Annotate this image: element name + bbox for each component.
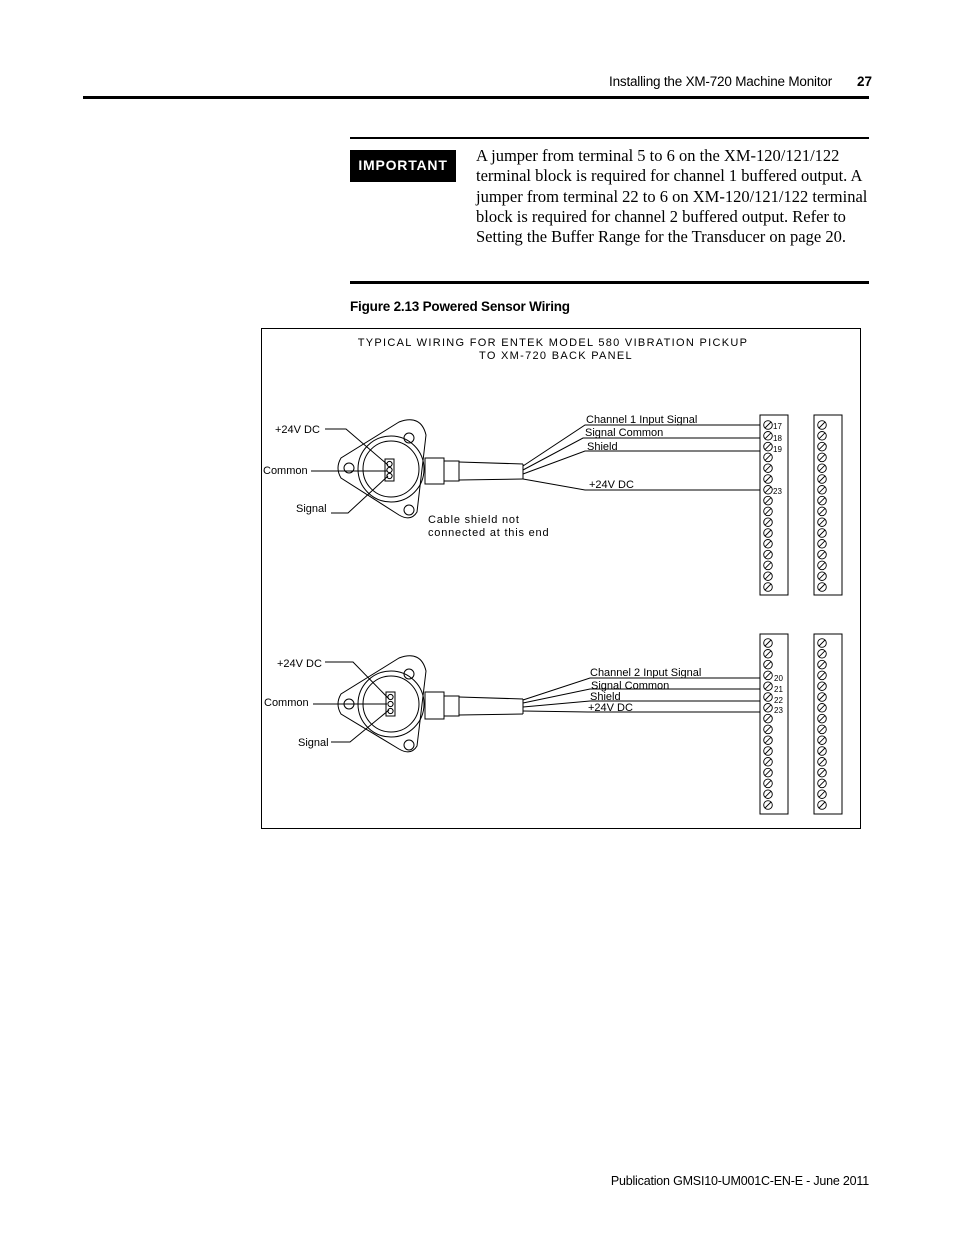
ch1-wire-input-signal: Channel 1 Input Signal bbox=[586, 414, 698, 426]
page-number: 27 bbox=[856, 74, 872, 89]
important-badge: IMPORTANT bbox=[350, 150, 456, 182]
diagram-title-line2: TO XM-720 BACK PANEL bbox=[479, 350, 633, 362]
diagram-title-line1: TYPICAL WIRING FOR ENTEK MODEL 580 VIBRATION PICKUP bbox=[357, 337, 749, 349]
wiring-diagram bbox=[261, 328, 861, 829]
running-header-title: Installing the XM-720 Machine Monitor bbox=[609, 74, 832, 89]
ch2-terminal-22: 22 bbox=[774, 696, 783, 705]
ch1-terminal-19: 19 bbox=[773, 445, 782, 454]
ch1-terminal-17: 17 bbox=[773, 422, 782, 431]
ch2-wire-signal-common: Signal Common bbox=[591, 680, 670, 692]
important-bottom-rule bbox=[350, 281, 869, 284]
terminal-strip-2a bbox=[760, 634, 788, 814]
header-rule bbox=[83, 96, 869, 99]
ch2-wire-plus24: +24V DC bbox=[588, 702, 633, 714]
ch1-wire-plus24: +24V DC bbox=[589, 479, 634, 491]
important-text: A jumper from terminal 5 to 6 on the XM-120/121/122 terminal block is required for channel 1 buffered output. A jumper from terminal 22 to 6 on XM-120/121/122 terminal block is required for channel 2 buffered output. Refer to Setting the Buffer Range for the Transducer on page 20. bbox=[476, 146, 868, 247]
ch1-terminal-23: 23 bbox=[773, 487, 782, 496]
important-top-rule bbox=[350, 137, 869, 139]
ch1-wire-shield: Shield bbox=[587, 441, 618, 453]
sensor-1-common-label: Common bbox=[263, 465, 308, 477]
ch1-terminal-18: 18 bbox=[773, 434, 782, 443]
cable-note-line1: Cable shield not bbox=[428, 514, 520, 526]
ch2-terminal-23: 23 bbox=[774, 706, 783, 715]
sensor-1-plus24-label: +24V DC bbox=[275, 424, 320, 436]
sensor-1-signal-label: Signal bbox=[296, 503, 327, 515]
ch2-terminal-21: 21 bbox=[774, 685, 783, 694]
sensor-2-signal-label: Signal bbox=[298, 737, 329, 749]
sensor-2-common-label: Common bbox=[264, 697, 309, 709]
ch2-wire-shield: Shield bbox=[590, 691, 621, 703]
cable-note-line2: connected at this end bbox=[428, 527, 550, 539]
ch2-wire-input-signal: Channel 2 Input Signal bbox=[590, 667, 702, 679]
ch2-terminal-20: 20 bbox=[774, 674, 783, 683]
sensor-2-plus24-label: +24V DC bbox=[277, 658, 322, 670]
figure-caption: Figure 2.13 Powered Sensor Wiring bbox=[350, 299, 570, 314]
terminal-strip-2b bbox=[814, 634, 842, 814]
footer-publication: Publication GMSI10-UM001C-EN-E - June 2011 bbox=[610, 1174, 869, 1188]
ch1-wire-signal-common: Signal Common bbox=[585, 427, 664, 439]
